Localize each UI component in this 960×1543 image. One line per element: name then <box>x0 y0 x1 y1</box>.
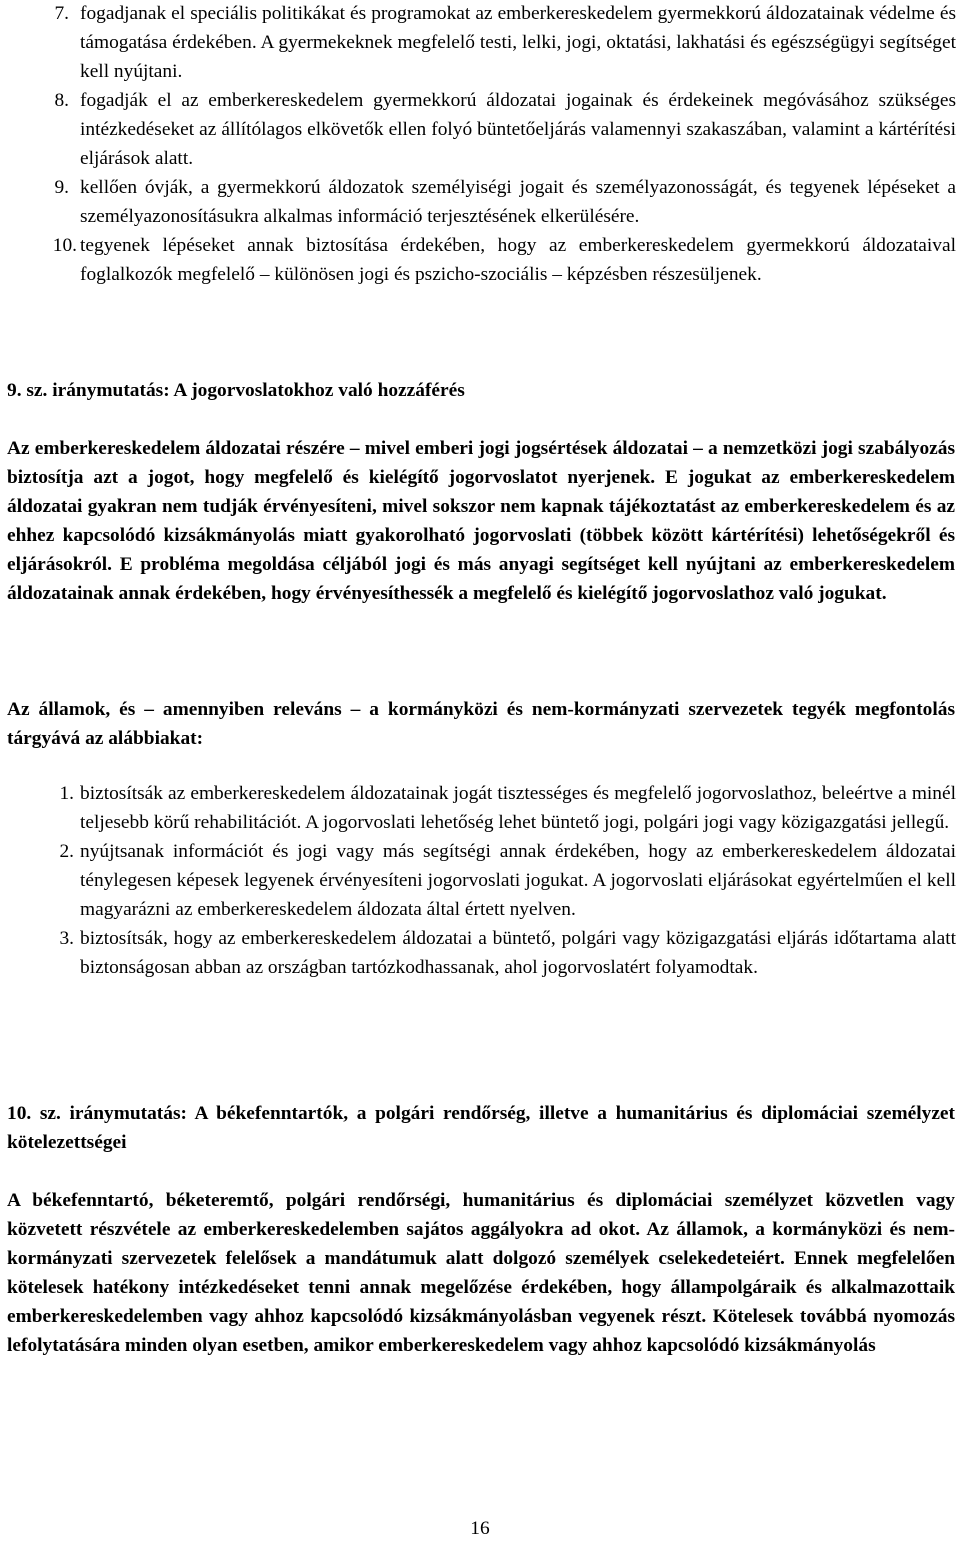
list-item-text: fogadjanak el speciális politikákat és programokat az emberkereskedelem gyermekkorú áldozatainak védelme és támogatása érdekében. A gyermekeknek megfelelő testi, lelki, jogi, oktatási, lakhatási és egészségügyi segítséget kell nyújtani. <box>80 3 956 82</box>
list-item-text: tegyenek lépéseket annak biztosítása érdekében, hogy az emberkereskedelem gyermekkorú áldozataival foglalkozók megfelelő – különösen jogi és pszicho-szociális – képzésben részesüljenek. <box>80 235 956 285</box>
list-item-text: nyújtsanak információt és jogi vagy más segítségi annak érdekében, hogy az emberkereskedelem áldozatai ténylegesen képesek legyenek érvényesíteni jogorvoslati jogukat. A jogorvoslati eljárásokat egyértelműen el kell magyarázni az emberkereskedelem áldozata által értett nyelven. <box>80 841 956 920</box>
guideline-9-heading: 9. sz. iránymutatás: A jogorvoslatokhoz való hozzáférés <box>7 380 465 401</box>
list-item-number: 3. <box>59 928 74 949</box>
guideline-10-paragraph: A békefenntartó, béketeremtő, polgári rendőrségi, humanitárius és diplomáciai személyzet közvetlen vagy közvetett részvétele az emberkereskedelemben sajátos aggályokra ad okot. Az államok, a kormányközi és nem-kormányzati szervezetek felelősek a mandátumuk alatt dolgozó személyek cselekedeteiért. Ennek megfelelően kötelesek hatékony intézkedéseket tenni annak megelőzése érdekében, hogy állampolgáraik és alkalmazottaik emberkereskedelemben vagy ahhoz kapcsolódó kizsákmányolásban vegyenek részt. Kötelesek továbbá nyomozás lefolytatására minden olyan esetben, amikor emberkereskedelem vagy ahhoz kapcsolódó kizsákmányolás <box>7 1190 955 1356</box>
list-item-number: 10. <box>52 235 77 256</box>
list-item-number: 8. <box>54 90 69 111</box>
list-item-number: 7. <box>54 3 69 24</box>
remedies-list <box>7 779 956 982</box>
list-item-text: kellően óvják, a gyermekkorú áldozatok személyiségi jogait és személyazonosságát, és tegyenek lépéseket a személyazonosításukra alkalmas információ terjesztésének elkerülésére. <box>80 177 956 227</box>
list-item-number: 9. <box>54 177 69 198</box>
recommendations-list-continued <box>7 0 956 289</box>
list-item <box>7 231 956 289</box>
list-item <box>7 86 956 173</box>
list-item <box>7 924 956 982</box>
list-item <box>7 779 956 837</box>
list-item <box>7 173 956 231</box>
list-item-text: fogadják el az emberkereskedelem gyermekkorú áldozatai jogainak és érdekeinek megóvásához szükséges intézkedéseket az állítólagos elkövetők ellen folyó büntetőeljárás valamennyi szakaszában, valamint a kártérítési eljárások alatt. <box>80 90 956 169</box>
guideline-9-paragraph: Az emberkereskedelem áldozatai részére – mivel emberi jogi jogsértések áldozatai – a nemzetközi jogi szabályozás biztosítja azt a jogot, hogy megfelelő és kielégítő jogorvoslatot nyerjenek. E jogukat az emberkereskedelem áldozatai gyakran nem tudják érvényesíteni, mivel sokszor nem kapnak tájékoztatást az emberkereskedelem és az ehhez kapcsolódó kizsákmányolás miatt gyakorolható jogorvoslati (többek között kártérítési) lehetőségekről és eljárásokról. E probléma megoldása céljából jogi és más anyagi segítséget kell nyújtani az emberkereskedelem áldozatainak annak érdekében, hogy érvényesíthessék a megfelelő és kielégítő jogorvoslathoz való jogukat. <box>7 438 955 604</box>
guideline-9-intro: Az államok, és – amennyiben releváns – a kormányközi és nem-kormányzati szervezetek tegyék megfontolás tárgyává az alábbiakat: <box>7 699 955 749</box>
guideline-10-heading: 10. sz. iránymutatás: A békefenntartók, a polgári rendőrség, illetve a humanitárius és diplomáciai személyzet kötelezettségei <box>7 1103 955 1153</box>
list-item-text: biztosítsák, hogy az emberkereskedelem áldozatai a büntető, polgári vagy közigazgatási eljárás időtartama alatt biztonságosan abban az országban tartózkodhassanak, ahol jogorvoslatért folyamodtak. <box>80 928 956 978</box>
page-number: 16 <box>470 1518 490 1539</box>
list-item-text: biztosítsák az emberkereskedelem áldozatainak jogát tisztességes és megfelelő jogorvoslathoz, beleértve a minél teljesebb körű rehabilitációt. A jogorvoslati lehetőség lehet büntető jogi, polgári jogi vagy közigazgatási jellegű. <box>80 783 956 833</box>
list-item-number: 1. <box>59 783 74 804</box>
list-item-number: 2. <box>59 841 74 862</box>
list-item <box>7 837 956 924</box>
list-item <box>7 0 956 86</box>
